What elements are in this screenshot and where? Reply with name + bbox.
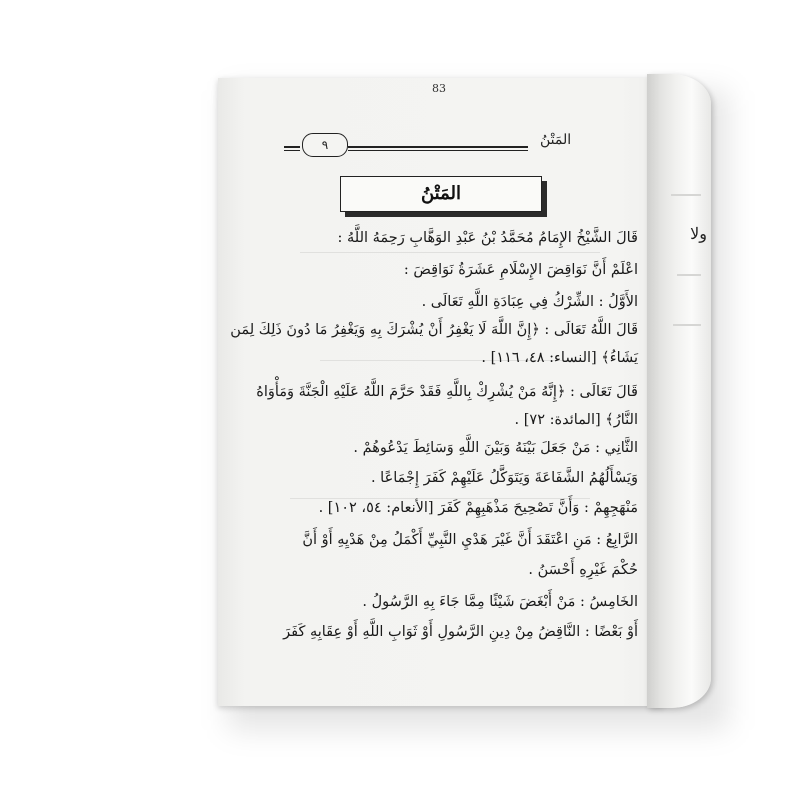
text-line: وَيَسْأَلُهُمُ الشَّفَاعَةَ وَيَتَوَكَّلُ عَلَيْهِمْ كَفَرَ إِجْمَاعًا . [370, 470, 638, 486]
header-rule [284, 146, 300, 148]
folio-number: 83 [432, 82, 446, 95]
text-line: قَالَ تَعَالَى : ﴿إِنَّهُ مَنْ يُشْرِكْ بِاللَّهِ فَقَدْ حَرَّمَ اللَّهُ عَلَيْهِ الْجَنَّةَ وَمَأْوَاهُ [256, 384, 638, 400]
header-rule [284, 150, 300, 151]
header-rule [348, 146, 528, 148]
bleed-through [300, 252, 600, 253]
text-line: مَنْهَجِهِمْ : وَأَنَّ تَصْحِيحَ مَذْهَبِهِمْ كَفَرَ [الأنعام: ٥٤، ١٠٢] . [318, 500, 638, 516]
running-head: المَتْنُ [540, 132, 572, 148]
text-line: أَوْ بَعْضًا : النَّاقِضُ مِنْ دِينِ الرَّسُولِ أَوْ ثَوَابِ اللَّهِ أَوْ عِقَابِهِ كَفَرَ [283, 624, 638, 640]
header-rule [348, 150, 528, 151]
section-title: المَتْنُ [340, 176, 542, 212]
text-line: النَّارُ﴾ [المائدة: ٧٢] . [514, 412, 638, 428]
text-line: قَالَ اللَّهُ تَعَالَى : ﴿إِنَّ اللَّهَ لَا يَغْفِرُ أَنْ يُشْرَكَ بِهِ وَيَغْفِرُ مَا دُونَ ذَلِكَ لِمَن [230, 322, 638, 338]
text-line: قَالَ الشَّيْخُ الإِمَامُ مُحَمَّدُ بْنُ عَبْدِ الوَهَّابِ رَحِمَهُ اللَّهُ : [337, 230, 638, 246]
ghost-line [677, 274, 701, 276]
bleed-through [290, 498, 590, 499]
curl-fragment: ولا [690, 224, 707, 243]
ghost-line [673, 324, 701, 326]
text-line: يَشَاءُ﴾ [النساء: ٤٨، ١١٦] . [481, 350, 638, 366]
text-line: الثَّانِي : مَنْ جَعَلَ بَيْنَهُ وَبَيْنَ اللَّهِ وَسَائِطَ يَدْعُوهُمْ . [353, 440, 638, 456]
ghost-line [671, 194, 701, 196]
text-line: الخَامِسُ : مَنْ أَبْغَضَ شَيْئًا مِمَّا جَاءَ بِهِ الرَّسُولُ . [362, 594, 638, 610]
page-number-badge: ٩ [302, 133, 348, 157]
text-line: الأَوَّلُ : الشِّرْكُ فِي عِبَادَةِ اللَّهِ تَعَالَى . [421, 294, 638, 310]
text-line: حُكْمَ غَيْرِهِ أَحْسَنُ . [528, 562, 638, 578]
page-curl [647, 74, 711, 708]
text-line: الرَّابِعُ : مَنِ اعْتَقَدَ أَنَّ غَيْرَ هَدْيِ النَّبِيِّ أَكْمَلُ مِنْ هَدْيِهِ أَوْ أَنَّ [302, 532, 638, 548]
text-line: اعْلَمْ أَنَّ نَوَاقِضَ الإِسْلَامِ عَشَرَةُ نَوَاقِضَ : [403, 262, 638, 278]
